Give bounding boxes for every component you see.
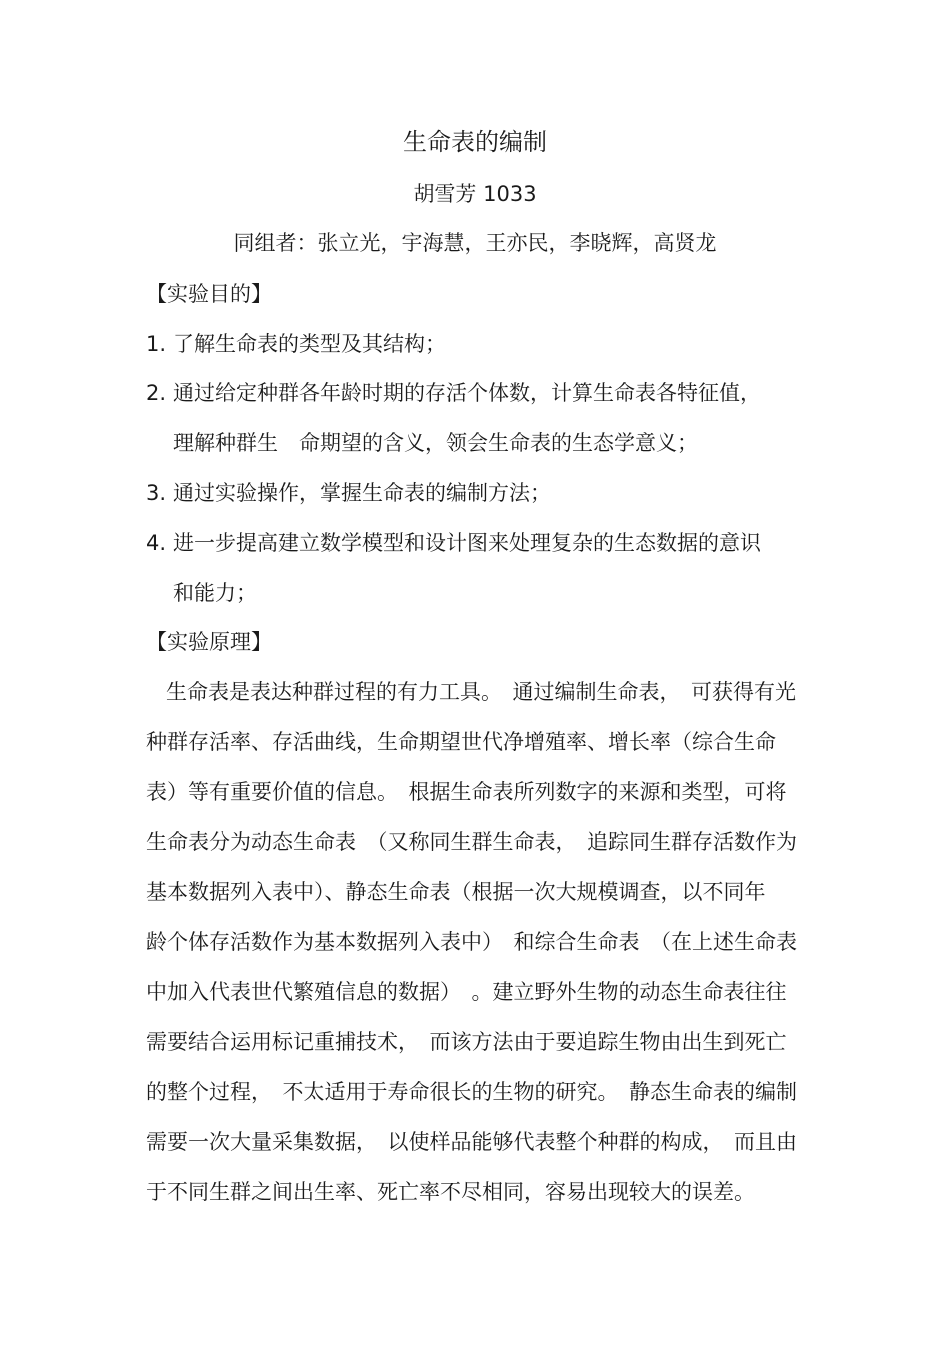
principle-paragraph-line: 的整个过程， 不太适用于寿命很长的生物的研究。 静态生命表的编制 <box>146 1080 797 1104</box>
item-number: 3. <box>146 481 167 505</box>
item-text: 通过给定种群各年龄时期的存活个体数，计算生命表各特征值， <box>173 381 761 405</box>
group-members-line: 同组者：张立光，宇海慧，王亦民，李晓辉，高贤龙 <box>233 231 717 255</box>
author-line: 胡雪芳 1033 <box>413 182 537 206</box>
section-heading-principle: 【实验原理】 <box>146 630 272 654</box>
principle-paragraph-line: 生命表分为动态生命表 （又称同生群生命表， 追踪同生群存活数作为 <box>146 830 797 854</box>
principle-paragraph-line: 于不同生群之间出生率、死亡率不尽相同，容易出现较大的误差。 <box>146 1180 755 1204</box>
principle-paragraph-line: 种群存活率、存活曲线，生命期望世代净增殖率、增长率（综合生命 <box>146 730 776 754</box>
item-text: 了解生命表的类型及其结构； <box>173 332 446 356</box>
item-number: 1. <box>146 332 167 356</box>
item-text: 进一步提高建立数学模型和设计图来处理复杂的生态数据的意识 <box>173 531 761 555</box>
principle-paragraph-line: 中加入代表世代繁殖信息的数据） 。建立野外生物的动态生命表往往 <box>146 980 787 1004</box>
item-number: 4. <box>146 531 167 555</box>
purpose-item-1 <box>146 331 446 357</box>
purpose-item-4-continuation: 和能力； <box>173 581 257 605</box>
item-number: 2. <box>146 381 167 405</box>
principle-paragraph-line: 基本数据列入表中）、静态生命表（根据一次大规模调查，以不同年 <box>146 880 766 904</box>
principle-paragraph-line: 需要一次大量采集数据， 以使样品能够代表整个种群的构成， 而且由 <box>146 1130 797 1154</box>
principle-paragraph-line: 需要结合运用标记重捕技术， 而该方法由于要追踪生物由出生到死亡 <box>146 1030 787 1054</box>
principle-paragraph-line: 龄个体存活数作为基本数据列入表中） 和综合生命表 （在上述生命表 <box>146 930 797 954</box>
principle-paragraph-line: 表）等有重要价值的信息。 根据生命表所列数字的来源和类型，可将 <box>146 780 787 804</box>
purpose-item-4 <box>146 530 761 556</box>
document-title: 生命表的编制 <box>403 128 547 156</box>
principle-paragraph-line: 生命表是表达种群过程的有力工具。 通过编制生命表， 可获得有光 <box>166 680 796 704</box>
item-text: 通过实验操作，掌握生命表的编制方法； <box>173 481 551 505</box>
section-heading-purpose: 【实验目的】 <box>146 282 272 306</box>
purpose-item-2 <box>146 380 761 406</box>
purpose-item-3 <box>146 480 551 506</box>
purpose-item-2-continuation: 理解种群生 命期望的含义，领会生命表的生态学意义； <box>173 431 698 455</box>
